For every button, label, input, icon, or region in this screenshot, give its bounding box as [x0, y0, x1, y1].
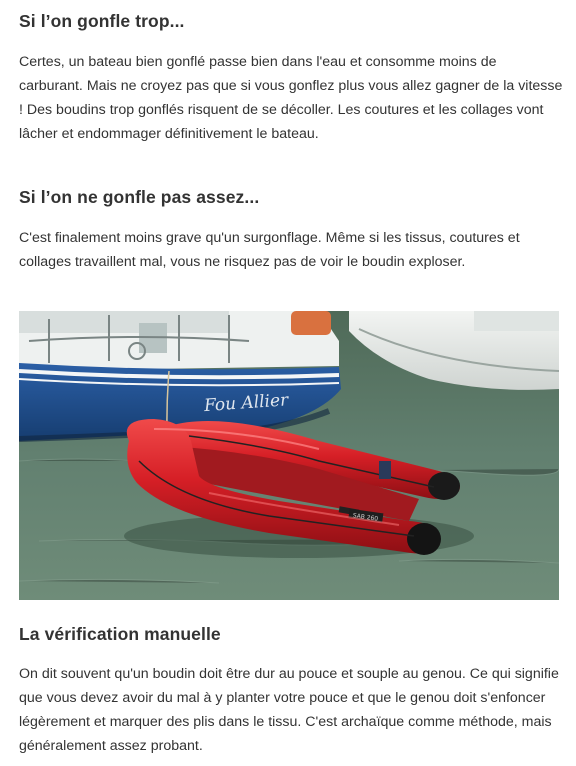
paragraph-overinflate: Certes, un bateau bien gonflé passe bien dans l'eau et consomme moins de carburant. Mais ne croyez pas que si vous gonflez plus vous allez gagner de la vitesse ! Des boudins trop gonflés risquent de se décoller. Les coutures et les collages vont lâcher et endommager définitivement le bateau.: [19, 54, 563, 142]
dinghy-label: SAB 260: [352, 512, 379, 523]
boat-name: Fou Allier: [203, 390, 289, 417]
section-heading-overinflate: Si l’on gonfle trop...: [19, 11, 185, 31]
section-heading-underinflate: Si l’on ne gonfle pas assez...: [19, 187, 260, 207]
dinghy-photo: [19, 311, 559, 600]
paragraph-underinflate: C'est finalement moins grave qu'un surgonflage. Même si les tissus, coutures et collages travaillent mal, vous ne risquez pas de voir le boudin exploser.: [19, 230, 520, 270]
section-heading-manual-check: La vérification manuelle: [19, 624, 221, 644]
paragraph-manual-check: On dit souvent qu'un boudin doit être dur au pouce et souple au genou. Ce qui signifie que vous devez avoir du mal à y planter votre pouce et que le genou doit s'enfoncer légèrement et marquer des plis dans le tissu. C'est archaïque comme méthode, mais généralement assez probant.: [19, 666, 559, 754]
